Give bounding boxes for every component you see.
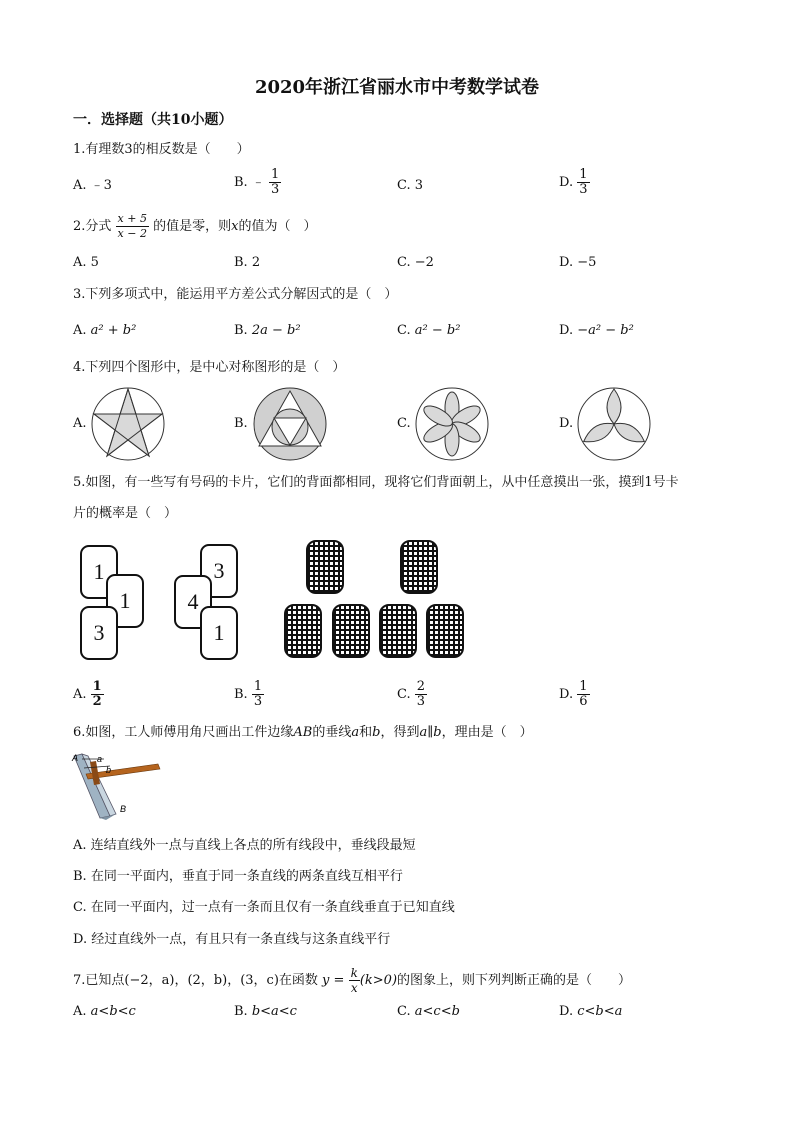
q1-option-a-value: ﹣3 xyxy=(90,178,112,193)
q2-stem-post: 的值是零，则 xyxy=(153,219,232,234)
fraction-numerator: x + 5 xyxy=(117,212,147,225)
fraction-numerator: 1 xyxy=(579,167,588,182)
three-petal-figure xyxy=(576,386,652,462)
question-5-stem-line2: 片的概率是（ ） xyxy=(73,506,178,521)
q2-fraction xyxy=(116,212,149,241)
figure-label-A: A xyxy=(72,753,79,763)
q4-option-a-label[interactable]: A. xyxy=(73,416,87,431)
q1-option-a[interactable] xyxy=(73,176,112,196)
q5-option-d[interactable] xyxy=(559,680,590,709)
q7-stem-end: 的图象上，则下列判断正确的是（ ） xyxy=(397,973,632,988)
q7-option-b-label: B. xyxy=(234,1004,248,1019)
q1-option-b-label: B. xyxy=(234,175,248,190)
number-card: 1 xyxy=(80,545,118,599)
q7-condition: (k>0) xyxy=(359,973,398,988)
card-back xyxy=(426,604,464,658)
fraction-numerator: 2 xyxy=(416,679,426,694)
number-card: 4 xyxy=(174,575,212,629)
q6-parallel: a∥b xyxy=(419,725,442,740)
q3-option-b-expr: 2a − b² xyxy=(251,323,301,338)
page-title: 2020年浙江省丽水市中考数学试卷 xyxy=(254,77,540,98)
fraction-numerator: 1 xyxy=(579,679,588,694)
q1-option-c[interactable] xyxy=(397,176,423,196)
q7-option-c-label: C. xyxy=(397,1004,411,1019)
fraction-numerator: 1 xyxy=(92,679,102,694)
fraction-numerator: k xyxy=(350,966,358,980)
carpenter-square-figure xyxy=(70,750,166,822)
q5-option-c-label: C. xyxy=(397,687,411,702)
q7-option-c[interactable] xyxy=(397,1002,460,1022)
card-back xyxy=(332,604,370,658)
fraction-denominator: x xyxy=(350,981,358,995)
q4-option-d-label[interactable]: D. xyxy=(559,416,574,431)
q1-option-b-sign: ﹣ xyxy=(251,175,265,190)
q6-line-a: a xyxy=(351,725,360,740)
q5-option-b-fraction xyxy=(252,680,264,709)
q2-variable: x xyxy=(231,219,239,234)
q3-option-c-label: C. xyxy=(397,323,411,338)
card-back xyxy=(400,540,438,594)
q3-option-b[interactable] xyxy=(234,321,301,341)
fraction-denominator: 3 xyxy=(253,694,263,709)
q6-segment: AB xyxy=(293,725,313,740)
q7-option-b-expr: b<a<c xyxy=(251,1004,297,1019)
q6-option-d[interactable]: D. 经过直线外一点，有且只有一条直线与这条直线平行 xyxy=(73,932,391,947)
q7-fraction xyxy=(349,966,360,995)
question-2-stem xyxy=(73,212,316,241)
q1-option-a-label: A. xyxy=(73,178,87,193)
q6-option-b[interactable]: B. 在同一平面内，垂直于同一条直线的两条直线互相平行 xyxy=(73,869,403,884)
star-in-circle-figure xyxy=(90,386,166,462)
fraction-numerator: 1 xyxy=(253,679,263,694)
q2-option-d[interactable]: D. −5 xyxy=(559,255,597,270)
number-card: 3 xyxy=(80,606,118,660)
question-1-stem: 1.有理数3的相反数是（ ） xyxy=(73,142,250,157)
question-5-stem-line1: 5.如图，有一些写有号码的卡片，它们的背面都相同，现将它们背面朝上，从中任意摸出一张，摸到1号卡 xyxy=(73,475,679,490)
triangle-in-circle-figure xyxy=(252,386,328,462)
q5-option-a-fraction xyxy=(91,680,104,709)
q4-option-b-label[interactable]: B. xyxy=(234,416,248,431)
q5-option-d-fraction xyxy=(577,680,589,709)
q6-stem-end: ，理由是（ ） xyxy=(441,725,533,740)
q1-option-b-fraction xyxy=(269,168,281,197)
q7-y-eq: y = xyxy=(322,973,345,988)
q7-option-d-label: D. xyxy=(559,1004,574,1019)
figure-label-a: a xyxy=(97,754,103,764)
q5-option-d-label: D. xyxy=(559,687,574,702)
q7-option-d[interactable] xyxy=(559,1002,622,1022)
q3-option-b-label: B. xyxy=(234,323,248,338)
q2-stem-pre: 2.分式 xyxy=(73,219,112,234)
q2-stem-end: 的值为（ ） xyxy=(238,219,317,234)
card-back xyxy=(284,604,322,658)
q3-option-c-expr: a² − b² xyxy=(414,323,461,338)
q3-option-d-label: D. xyxy=(559,323,574,338)
q1-option-d-label: D. xyxy=(559,175,574,190)
q6-option-a[interactable]: A. 连结直线外一点与直线上各点的所有线段中，垂线段最短 xyxy=(73,838,416,853)
q5-option-c-fraction xyxy=(415,680,427,709)
figure-label-B: B xyxy=(120,804,127,814)
question-4-stem: 4.下列四个图形中，是中心对称图形的是（ ） xyxy=(73,360,346,375)
q5-option-a-label: A. xyxy=(73,687,87,702)
q7-option-a-label: A. xyxy=(73,1004,87,1019)
q2-option-a[interactable]: A. 5 xyxy=(73,255,99,270)
q1-option-c-value: 3 xyxy=(414,178,424,193)
question-7-stem xyxy=(73,966,631,995)
q6-and: 和 xyxy=(359,725,373,740)
q5-option-a[interactable] xyxy=(73,680,104,709)
number-card: 1 xyxy=(106,574,144,628)
number-card: 3 xyxy=(200,544,238,598)
q1-option-d-fraction xyxy=(577,168,589,197)
six-petal-flower-figure xyxy=(414,386,490,462)
question-6-stem xyxy=(73,723,533,743)
number-card: 1 xyxy=(200,606,238,660)
card-back xyxy=(306,540,344,594)
fraction-numerator: 1 xyxy=(270,167,280,182)
q3-option-a[interactable] xyxy=(73,321,136,341)
fraction-denominator: 3 xyxy=(270,182,280,197)
q2-option-c[interactable]: C. −2 xyxy=(397,255,434,270)
q1-option-d[interactable] xyxy=(559,168,590,197)
fraction-denominator: x − 2 xyxy=(117,227,147,240)
q3-option-c[interactable] xyxy=(397,321,460,341)
q7-option-d-expr: c<b<a xyxy=(577,1004,623,1019)
q3-option-a-expr: a² + b² xyxy=(90,323,137,338)
q7-stem-pre: 7.已知点(−2，a)，(2，b)，(3，c)在函数 xyxy=(73,973,318,988)
q6-stem-pre: 6.如图，工人师傅用角尺画出工件边缘 xyxy=(73,725,294,740)
q7-option-a-expr: a<b<c xyxy=(90,1004,136,1019)
q5-option-b-label: B. xyxy=(234,687,248,702)
fraction-denominator: 6 xyxy=(579,694,588,709)
question-3-stem: 3.下列多项式中，能运用平方差公式分解因式的是（ ） xyxy=(73,287,398,302)
fraction-denominator: 2 xyxy=(92,694,102,709)
q4-option-c-label[interactable]: C. xyxy=(397,416,411,431)
section-heading: 一．选择题（共10小题） xyxy=(73,112,233,128)
q5-option-c[interactable] xyxy=(397,680,427,709)
q1-option-c-label: C. xyxy=(397,178,411,193)
q7-option-a[interactable] xyxy=(73,1002,136,1022)
figure-label-b: b xyxy=(106,765,112,775)
q3-option-d[interactable] xyxy=(559,321,634,341)
q5-option-b[interactable] xyxy=(234,680,264,709)
q6-stem-mid: 的垂线 xyxy=(312,725,352,740)
fraction-denominator: 3 xyxy=(579,182,588,197)
q6-stem-mid2: ，得到 xyxy=(380,725,420,740)
q6-line-b: b xyxy=(372,725,381,740)
q2-option-b[interactable]: B. 2 xyxy=(234,255,261,270)
card-back xyxy=(379,604,417,658)
q7-option-c-expr: a<c<b xyxy=(414,1004,460,1019)
fraction-denominator: 3 xyxy=(416,694,426,709)
q1-option-b[interactable] xyxy=(234,168,281,197)
q6-option-c[interactable]: C. 在同一平面内，过一点有一条而且仅有一条直线垂直于已知直线 xyxy=(73,900,455,915)
q7-option-b[interactable] xyxy=(234,1002,297,1022)
q3-option-d-expr: −a² − b² xyxy=(577,323,634,338)
q3-option-a-label: A. xyxy=(73,323,87,338)
